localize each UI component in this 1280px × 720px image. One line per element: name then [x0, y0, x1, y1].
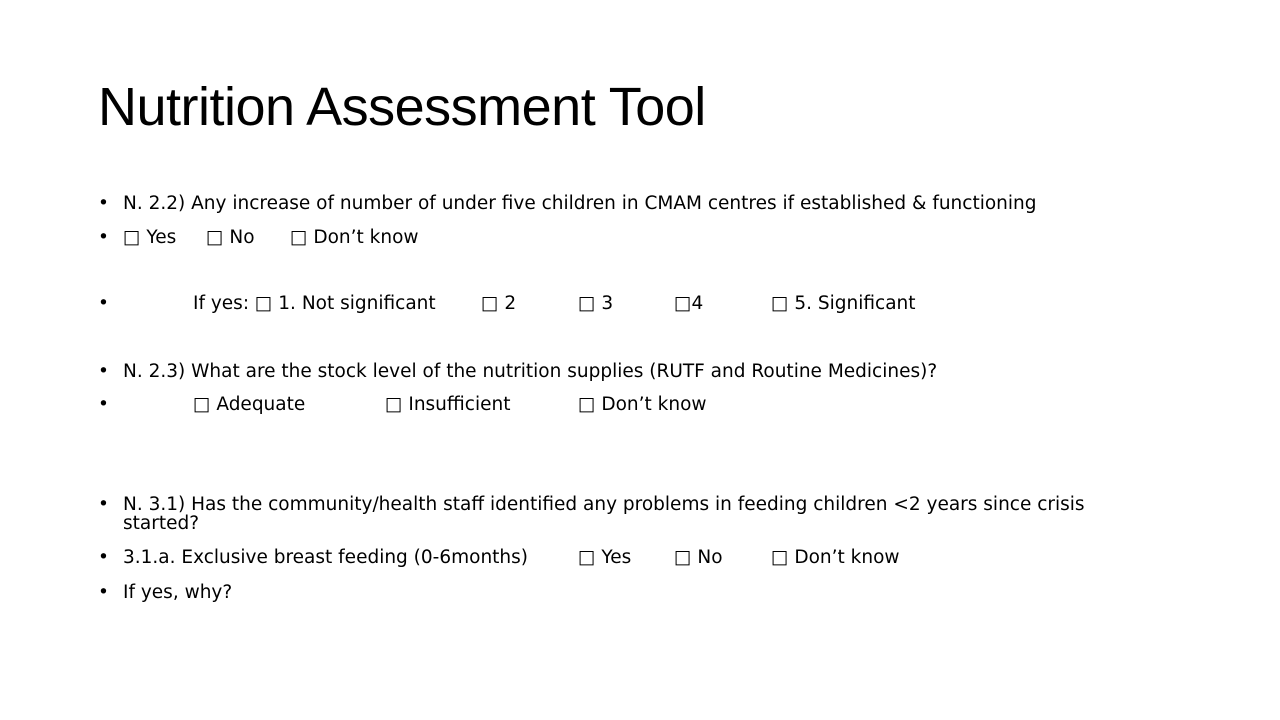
bullet-marker: • [98, 293, 109, 314]
question-n-2-2: N. 2.2) Any increase of number of under five children in CMAM centres if established & functioning [123, 193, 1037, 214]
bullet-marker: • [98, 227, 109, 248]
option-2: □ 2 [481, 293, 517, 314]
bullet-marker: • [98, 547, 109, 568]
option-1-not-significant: If yes: □ 1. Not significant [193, 293, 436, 314]
option-no: □ No [206, 227, 255, 248]
bullet-marker: • [98, 361, 109, 382]
bullet-marker: • [98, 193, 109, 214]
option-dont-know: □ Don’t know [578, 394, 707, 415]
if-yes-why: If yes, why? [123, 582, 233, 603]
option-yes: □ Yes [123, 227, 177, 248]
slide-title: Nutrition Assessment Tool [98, 77, 706, 137]
option-4: □4 [674, 293, 704, 314]
bullet-marker: • [98, 394, 109, 415]
option-adequate: □ Adequate [193, 394, 306, 415]
option-dont-know: □ Don’t know [771, 547, 900, 568]
option-no: □ No [674, 547, 723, 568]
bullet-marker: • [98, 494, 109, 515]
option-5-significant: □ 5. Significant [771, 293, 916, 314]
option-insufficient: □ Insufficient [385, 394, 511, 415]
sub-question-3-1-a: 3.1.a. Exclusive breast feeding (0-6months) [123, 547, 529, 568]
bullet-marker: • [98, 582, 109, 603]
question-n-3-1: N. 3.1) Has the community/health staff identified any problems in feeding children <2 years since crisis started? [123, 494, 1085, 534]
question-n-2-3: N. 2.3) What are the stock level of the nutrition supplies (RUTF and Routine Medicines)? [123, 361, 938, 382]
option-dont-know: □ Don’t know [290, 227, 419, 248]
option-3: □ 3 [578, 293, 614, 314]
option-yes: □ Yes [578, 547, 632, 568]
